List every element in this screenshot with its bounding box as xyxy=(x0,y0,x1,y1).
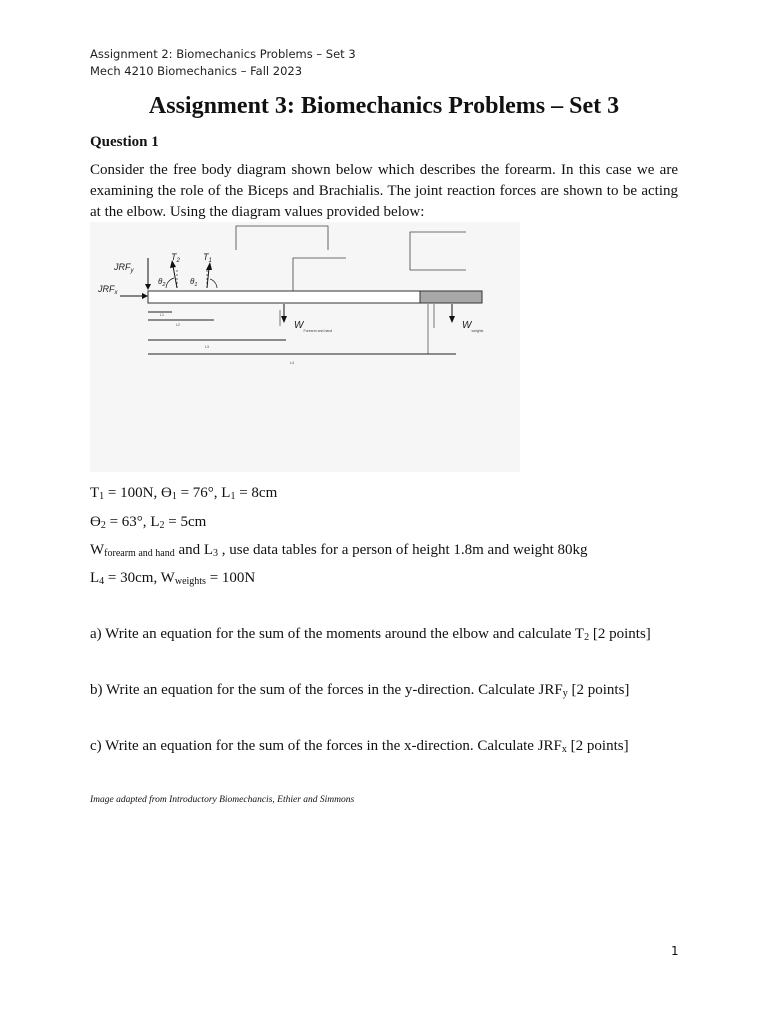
page-title: Assignment 3: Biomechanics Problems – Set 3 xyxy=(148,93,620,119)
svg-text:Wweights: $W_{weights}$ xyxy=(462,320,484,333)
weight-bar xyxy=(420,291,482,303)
svg-text:T2: $T_2$ xyxy=(171,252,180,264)
svg-text:JRFx: $JRF_x$ xyxy=(98,284,118,296)
free-body-diagram xyxy=(90,222,520,472)
w-forearm-arrowhead xyxy=(281,316,287,323)
l1-label: L1 xyxy=(160,313,164,317)
header-line-1: Assignment 2: Biomechanics Problems – Set 3 xyxy=(90,47,356,61)
t1-label: T xyxy=(203,252,209,262)
l4-label: L4 xyxy=(290,361,294,365)
t1-arrow xyxy=(207,268,209,288)
jrf-x-label: JRF xyxy=(98,284,115,294)
part-a: a) Write an equation for the sum of the moments around the elbow and calculate $T_2$ [2 points] xyxy=(90,626,651,643)
t2-label: T xyxy=(171,252,177,262)
free-body-diagram-svg xyxy=(90,222,520,472)
theta1-label: θ xyxy=(190,277,195,286)
svg-text:θ2: $\theta_2$ xyxy=(158,277,166,288)
image-credit: Image adapted from Introductory Biomechancis, Ethier and Simmons xyxy=(90,795,355,805)
jrf-x-arrowhead xyxy=(142,293,148,299)
page-number: 1 xyxy=(671,944,679,958)
svg-text:WForearm and hand: $W_{Forearm and hand}$ xyxy=(294,320,333,333)
callout-box-2 xyxy=(293,258,346,292)
given-values-line-3: $W_{forearm and hand}$ and $L_3$ , use data tables for a person of height 1.8m and weight 80kg xyxy=(90,542,588,559)
theta2-label: θ xyxy=(158,277,163,286)
jrf-y-arrowhead xyxy=(145,284,151,290)
forearm-bar xyxy=(148,291,420,303)
svg-text:T1: $T_1$ xyxy=(203,252,212,264)
t2-arrow xyxy=(173,266,177,288)
given-values-line-1: $T_1 = 100N$, $ϴ_1 = 76^\circ$, $L_1 = 8cm$ xyxy=(90,485,278,502)
callout-box-3 xyxy=(410,232,466,270)
l2-label: L2 xyxy=(176,323,180,327)
part-c: c) Write an equation for the sum of the forces in the x-direction. Calculate $JRF_x$ [2 points] xyxy=(90,738,629,755)
svg-text:θ1: $\theta_1$ xyxy=(190,277,198,288)
w-weights-label: W xyxy=(462,320,472,331)
svg-text:JRFy: $JRF_y$ xyxy=(114,262,134,274)
w-forearm-label: W xyxy=(294,320,304,331)
header-line-2: Mech 4210 Biomechanics – Fall 2023 xyxy=(90,64,303,78)
question-heading: Question 1 xyxy=(90,134,159,150)
callout-box-1 xyxy=(236,226,328,250)
jrf-y-label: JRF xyxy=(114,262,131,272)
given-values-line-2: $ϴ_2 = 63^\circ$, $L_2 = 5cm$ xyxy=(90,514,207,531)
part-b: b) Write an equation for the sum of the forces in the y-direction. Calculate $JRF_y$ [2 points] xyxy=(90,682,630,699)
question-intro: Consider the free body diagram shown below which describes the forearm. In this case we are examining the role of the Biceps and Brachialis. The joint reaction forces are shown to be acting at the elbow. Using the diagram values provided below: xyxy=(90,162,678,220)
l3-label: L3 xyxy=(205,345,209,349)
running-header xyxy=(90,46,356,80)
w-weights-arrowhead xyxy=(449,316,455,323)
given-values-line-4: $L_4 = 30cm$, $W_{weights} = 100N$ xyxy=(90,570,256,587)
